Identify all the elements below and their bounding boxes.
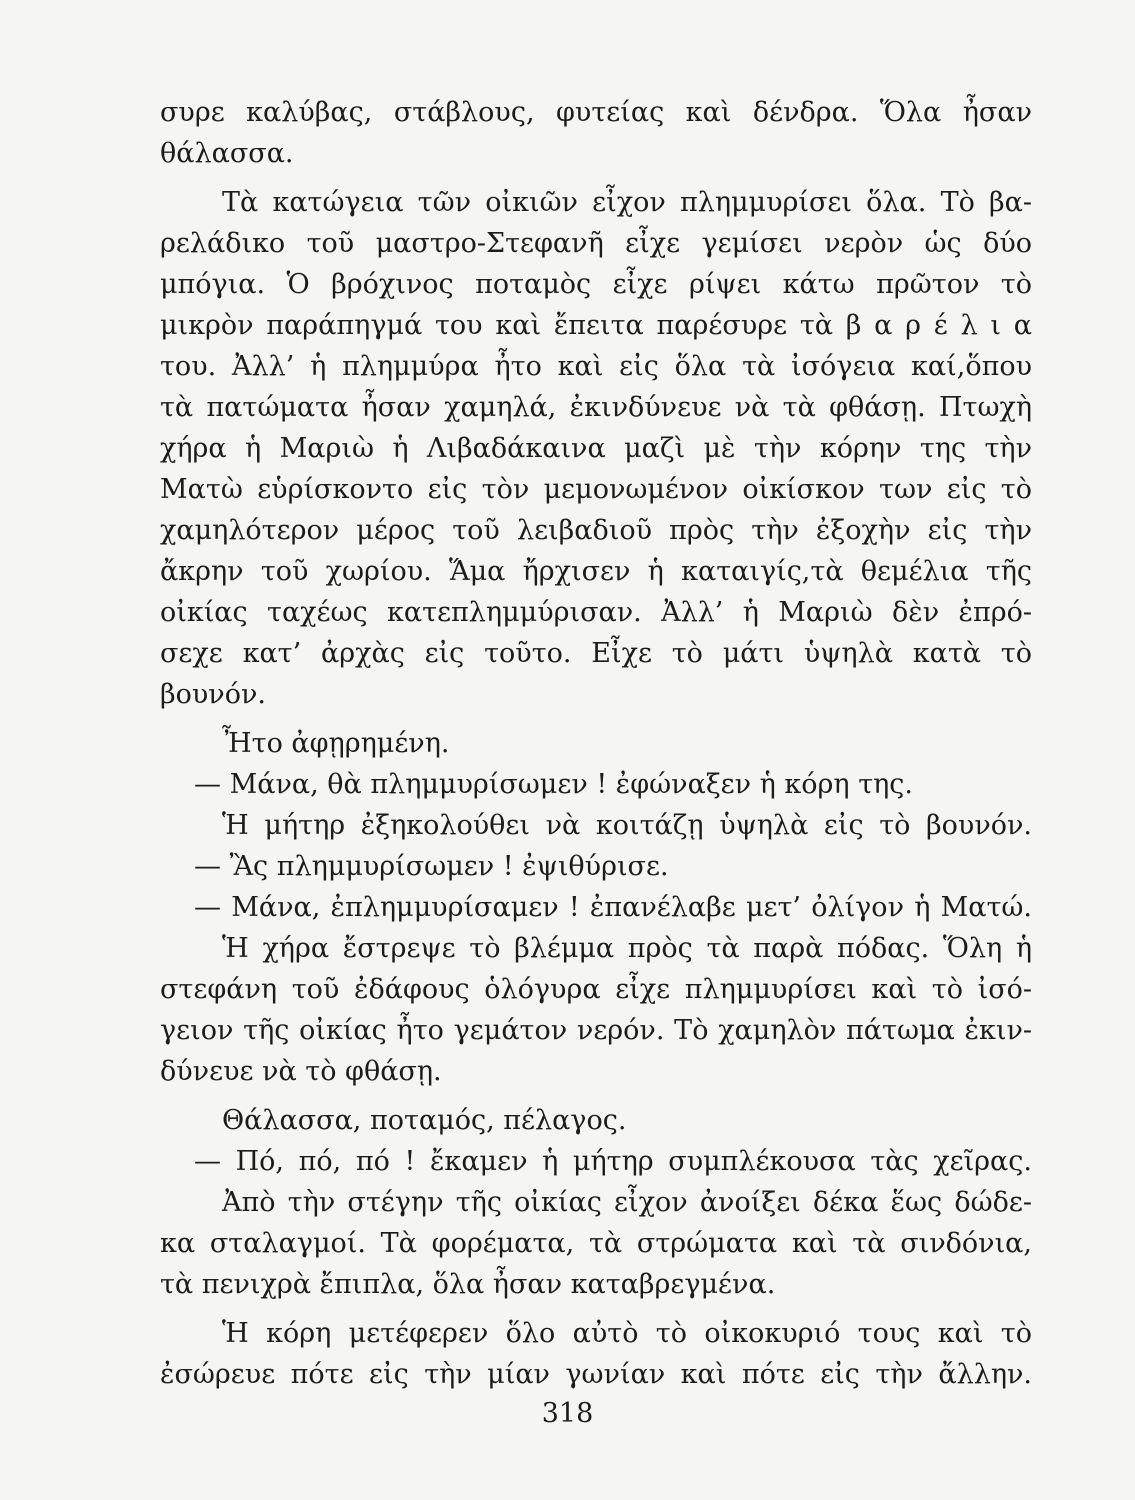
- text-line: θάλασσα.: [160, 138, 294, 169]
- paragraph: [160, 92, 1032, 174]
- text-line: κα σταλαγμοί. Τὰ φορέματα, τὰ στρώματα καὶ τὰ σινδόνια,: [160, 1228, 1032, 1259]
- paragraph: [160, 846, 1032, 887]
- text-line: οἰκίας ταχέως κατεπλημμύρισαν. Ἀλλ’ ἡ Μαριὼ δὲν ἐπρό-: [160, 597, 1032, 628]
- text-line: μπόγια. Ὁ βρόχινος ποταμὸς εἶχε ρίψει κάτω πρῶτον τὸ: [160, 269, 1032, 300]
- text-line: — Μάνα, ἐπλημμυρίσαμεν ! ἐπανέλαβε μετ’ ὀλίγον ἡ Ματώ.: [194, 892, 1032, 923]
- paragraph: [160, 1182, 1032, 1305]
- text-line: χήρα ἡ Μαριὼ ἡ Λιβαδάκαινα μαζὶ μὲ τὴν κόρην της τὴν: [160, 433, 1032, 464]
- text-line: Ἡ μήτηρ ἐξηκολούθει νὰ κοιτάζῃ ὑψηλὰ εἰς τὸ βουνόν.: [222, 810, 1032, 841]
- text-line: ρελάδικο τοῦ μαστρο-Στεφανῆ εἶχε γεμίσει νερὸν ὡς δύο: [160, 228, 1032, 259]
- page-number: 318: [541, 1398, 594, 1429]
- text-line: του. Ἀλλ’ ἡ πλημμύρα ἦτο καὶ εἰς ὅλα τὰ ἰσόγεια καί,ὅπου: [160, 351, 1032, 382]
- paragraph: [160, 182, 1032, 715]
- text-line: — Ἂς πλημμυρίσωμεν ! ἐψιθύρισε.: [194, 851, 669, 882]
- text-line: χαμηλότερον μέρος τοῦ λειβαδιοῦ πρὸς τὴν ἐξοχὴν εἰς τὴν: [160, 515, 1032, 546]
- text-line: γειον τῆς οἰκίας ἦτο γεμάτον νερόν. Τὸ χαμηλὸν πάτωμα ἐκιν-: [160, 1015, 1032, 1046]
- paragraph: [160, 723, 1032, 764]
- text-line: Ἀπὸ τὴν στέγην τῆς οἰκίας εἶχον ἀνοίξει δέκα ἕως δώδε-: [222, 1187, 1032, 1218]
- paragraph: [160, 805, 1032, 846]
- text-line: ἄκρην τοῦ χωρίου. Ἅμα ἤρχισεν ἡ καταιγίς,τὰ θεμέλια τῆς: [160, 556, 1032, 587]
- text-line: στεφάνη τοῦ ἐδάφους ὁλόγυρα εἶχε πλημμυρίσει καὶ τὸ ἰσό-: [160, 974, 1032, 1005]
- text-line: ἐσώρευε πότε εἰς τὴν μίαν γωνίαν καὶ πότε εἰς τὴν ἄλλην.: [160, 1359, 1032, 1390]
- paragraph: [160, 928, 1032, 1092]
- text-line: Ἦτο ἀφῃρημένη.: [222, 728, 450, 759]
- text-line: Θάλασσα, ποταμός, πέλαγος.: [222, 1105, 627, 1136]
- text-line: σεχε κατ’ ἀρχὰς εἰς τοῦτο. Εἶχε τὸ μάτι ὑψηλὰ κατὰ τὸ: [160, 638, 1032, 669]
- paragraph: [160, 1313, 1032, 1395]
- body-text: [160, 92, 1032, 1395]
- text-line: τὰ πατώματα ἦσαν χαμηλά, ἐκινδύνευε νὰ τὰ φθάσῃ. Πτωχὴ: [160, 392, 1032, 423]
- text-line: Ἡ χήρα ἔστρεψε τὸ βλέμμα πρὸς τὰ παρὰ πόδας. Ὅλη ἡ: [222, 933, 1032, 964]
- paragraph: [160, 764, 1032, 805]
- text-line: μικρὸν παράπηγμά του καὶ ἔπειτα παρέσυρε τὰ β α ρ έ λ ι α: [160, 310, 1032, 341]
- text-line: συρε καλύβας, στάβλους, φυτείας καὶ δένδρα. Ὅλα ἦσαν: [160, 97, 1032, 128]
- text-line: Ματὼ εὑρίσκοντο εἰς τὸν μεμονωμένον οἰκίσκον των εἰς τὸ: [160, 474, 1032, 505]
- text-line: — Πό, πό, πό ! ἔκαμεν ἡ μήτηρ συμπλέκουσα τὰς χεῖρας.: [194, 1146, 1032, 1177]
- paragraph: [160, 887, 1032, 928]
- paragraph: [160, 1141, 1032, 1182]
- text-line: τὰ πενιχρὰ ἔπιπλα, ὅλα ἦσαν καταβρεγμένα.: [160, 1269, 776, 1300]
- text-line: Ἡ κόρη μετέφερεν ὅλο αὐτὸ τὸ οἰκοκυριό τους καὶ τὸ: [222, 1318, 1032, 1349]
- text-line: δύνευε νὰ τὸ φθάσῃ.: [160, 1056, 442, 1087]
- text-line: βουνόν.: [160, 679, 266, 710]
- text-line: — Μάνα, θὰ πλημμυρίσωμεν ! ἐφώναξεν ἡ κόρη της.: [194, 769, 914, 800]
- text-line: Τὰ κατώγεια τῶν οἰκιῶν εἶχον πλημμυρίσει ὅλα. Τὸ βα-: [222, 187, 1032, 218]
- paragraph: [160, 1100, 1032, 1141]
